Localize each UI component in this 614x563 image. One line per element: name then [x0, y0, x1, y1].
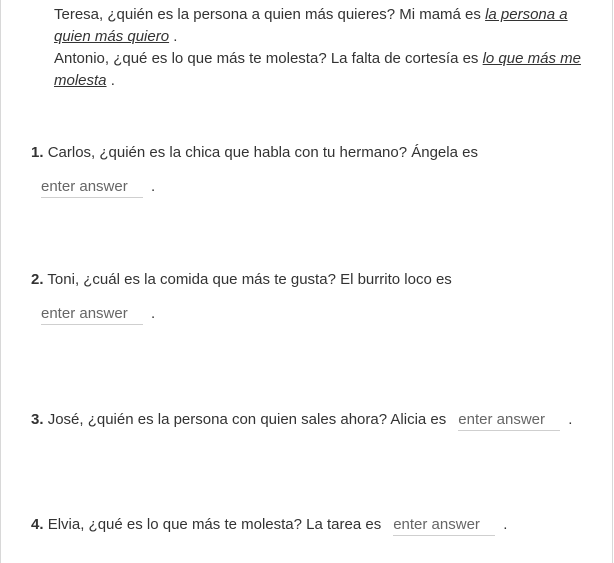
question-text: Carlos, ¿quién es la chica que habla con tu hermano? Ángela es [47, 144, 478, 161]
example-answer: lo que más me molesta [54, 50, 581, 89]
answer-row-2 [41, 303, 155, 325]
answer-period: . [151, 305, 156, 322]
example-2 [54, 48, 584, 92]
answer-period: . [151, 178, 156, 195]
question-text: José, ¿quién es la persona con quien sales ahora? Alicia es [47, 411, 447, 428]
question-number: 3. [31, 411, 44, 428]
question-4 [31, 514, 507, 536]
right-border [612, 0, 613, 563]
example-period: . [169, 28, 178, 45]
example-question: Teresa, ¿quién es la persona a quien más quieres? Mi mamá es [54, 6, 486, 23]
question-1 [31, 142, 478, 164]
answer-period: . [568, 411, 573, 428]
question-2 [31, 269, 452, 291]
answer-input-3[interactable] [458, 411, 560, 431]
question-text: Elvia, ¿qué es lo que más te molesta? La tarea es [47, 516, 382, 533]
example-period: . [106, 72, 115, 89]
left-border [0, 0, 1, 563]
question-number: 2. [31, 271, 44, 288]
answer-input-1[interactable] [41, 178, 143, 198]
example-1 [54, 4, 584, 48]
answer-row-1 [41, 176, 155, 198]
answer-input-4[interactable] [393, 516, 495, 536]
example-question: Antonio, ¿qué es lo que más te molesta? La falta de cortesía es [54, 50, 483, 67]
question-number: 1. [31, 144, 44, 161]
question-3 [31, 409, 572, 431]
question-text: Toni, ¿cuál es la comida que más te gusta? El burrito loco es [47, 271, 452, 288]
answer-period: . [503, 516, 508, 533]
question-number: 4. [31, 516, 44, 533]
answer-input-2[interactable] [41, 305, 143, 325]
example-answer: la persona a quien más quiero [54, 6, 568, 45]
